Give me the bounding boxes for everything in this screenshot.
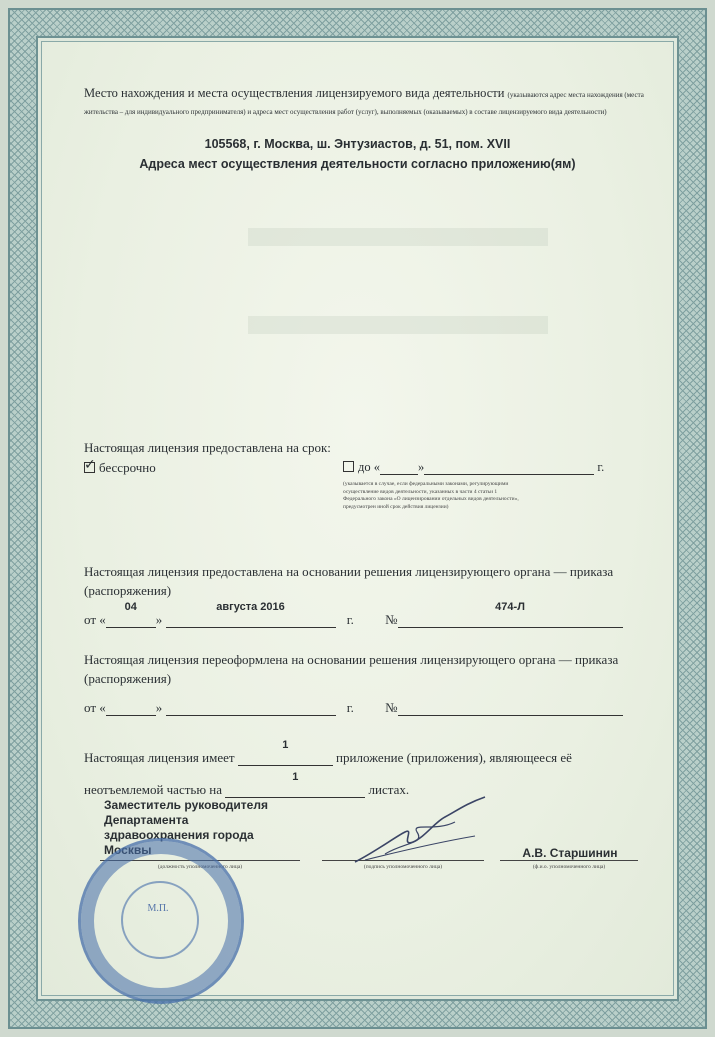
basis-text: Настоящая лицензия предоставлена на основании решения лицензирующего органа — приказа (распоряжения) — [84, 564, 614, 598]
reissue-day-blank — [106, 703, 156, 716]
position-caption: (должность уполномоченного лица) — [157, 864, 243, 870]
name-line — [500, 860, 638, 861]
location-title: Место нахождения и места осуществления лицензируемого вида деятельности — [84, 86, 505, 100]
until-year-suffix: г. — [597, 460, 605, 474]
name-caption: (ф.и.о. уполномоченного лица) — [532, 864, 606, 870]
reissue-from-prefix: от « — [84, 700, 106, 715]
reissue-quote-close: » — [155, 700, 163, 715]
company-address: 105568, г. Москва, ш. Энтузиастов, д. 51, пом. XVII — [204, 137, 511, 151]
until-day-blank — [380, 462, 418, 475]
reissue-year-suffix: г. — [346, 700, 354, 715]
appendix-count: 1 — [282, 739, 289, 751]
term-note: (указывается в случае, если федеральными законами, регулирующими осуществление видов деятельности, указанных в части 4 статьи 1 Федерального закона «О лицензировании отдельных видов деятельности», предусмотрен иной срок действия лицензии) — [343, 481, 519, 510]
signer-position-line1: Заместитель руководителя — [104, 798, 268, 812]
reissue-number-label: № — [385, 700, 398, 715]
term-unlimited-label: бессрочно — [99, 460, 156, 475]
official-seal — [78, 838, 244, 1004]
seal-coat-of-arms-icon — [121, 881, 199, 959]
basis-quote-close: » — [155, 612, 163, 627]
basis-number: 474-Л — [495, 601, 525, 613]
signer-position-line2: Департамента — [104, 813, 189, 827]
signer-position-line3: здравоохранения города — [104, 828, 254, 842]
checkbox-checked-icon — [84, 462, 95, 473]
reissue-date-blank — [166, 703, 336, 716]
address-appendix-note: Адреса мест осуществления деятельности согласно приложению(ям) — [139, 157, 576, 171]
until-date-blank — [424, 462, 594, 475]
signer-name: А.В. Старшинин — [522, 846, 618, 860]
basis-order-row — [84, 601, 623, 628]
seal-label: М.П. — [147, 903, 169, 914]
until-quote: » — [418, 460, 425, 474]
location-header — [84, 86, 644, 120]
basis-month-year: августа 2016 — [216, 601, 285, 613]
reissue-number-blank — [398, 703, 623, 716]
appendix-suffix: приложение (приложения), являющееся её — [336, 750, 572, 765]
sheets-suffix: листах. — [368, 782, 410, 797]
signer-position-line4: Москвы — [104, 843, 152, 857]
until-prefix: до « — [358, 460, 380, 474]
basis-from-prefix: от « — [84, 612, 106, 627]
sheets-count: 1 — [292, 771, 299, 783]
background-watermark — [248, 228, 548, 334]
reissue-order-row — [84, 700, 623, 716]
reissue-text: Настоящая лицензия переоформлена на основании решения лицензирующего органа — приказа (распоряжения) — [84, 652, 619, 686]
appendix-row — [84, 739, 572, 766]
appendix-prefix: Настоящая лицензия имеет — [84, 750, 235, 765]
term-unlimited-option — [84, 460, 156, 476]
handwritten-signature — [345, 792, 495, 867]
basis-number-label: № — [385, 612, 398, 627]
signature-caption: (подпись уполномоченного лица) — [363, 864, 443, 870]
location-note: (указываются адрес места нахождения (места жительства – для индивидуального предпринимателя) и адреса мест осуществления работ (услуг), выполняемых (оказываемых) в составе лицензируемого вида деятельности) — [84, 91, 644, 116]
term-label: Настоящая лицензия предоставлена на срок: — [84, 440, 331, 455]
term-until-option — [343, 460, 604, 475]
basis-day: 04 — [124, 601, 137, 613]
sheets-prefix: неотъемлемой частью на — [84, 782, 223, 797]
basis-year-suffix: г. — [346, 612, 354, 627]
checkbox-empty-icon — [343, 461, 354, 472]
